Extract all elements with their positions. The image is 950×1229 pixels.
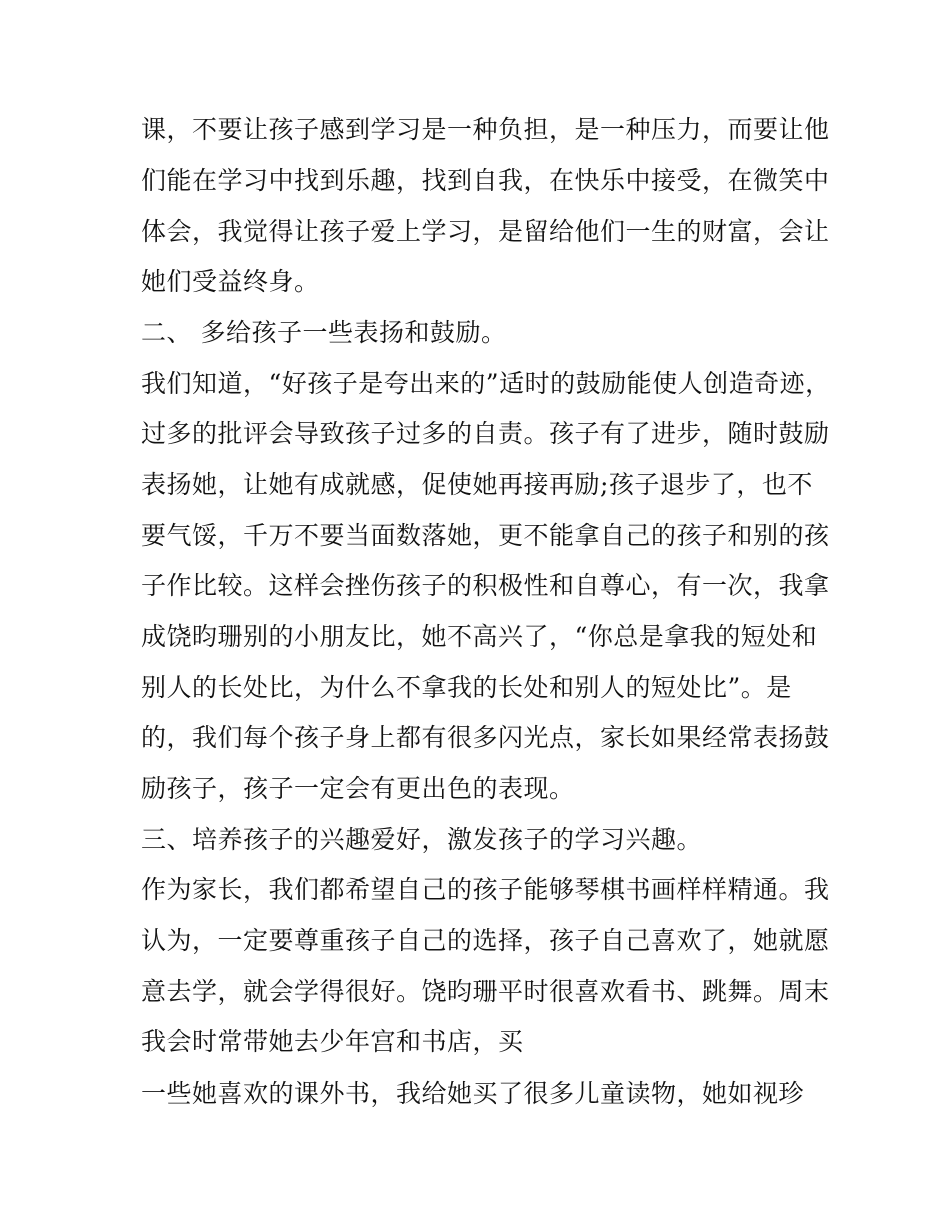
text-line: 的，我们每个孩子身上都有很多闪光点，家长如果经常表扬鼓 [141, 723, 830, 752]
text-line: 要气馁，千万不要当面数落她，更不能拿自己的孩子和别的孩 [141, 521, 830, 550]
text-line: 课，不要让孩子感到学习是一种负担，是一种压力，而要让他 [141, 115, 830, 144]
text-line: 励孩子，孩子一定会有更出色的表现。 [141, 774, 575, 803]
text-line: 作为家长，我们都希望自己的孩子能够琴棋书画样样精通。我 [141, 875, 830, 904]
text-line: 过多的批评会导致孩子过多的自责。孩子有了进步，随时鼓励 [141, 419, 830, 448]
text-line: 我会时常带她去少年宫和书店，买 [141, 1027, 524, 1056]
text-line: 们能在学习中找到乐趣，找到自我，在快乐中接受，在微笑中 [141, 166, 830, 195]
section-heading: 二、 多给孩子一些表扬和鼓励。 [141, 318, 507, 347]
text-line: 体会，我觉得让孩子爱上学习，是留给他们一生的财富，会让 [141, 217, 830, 246]
text-line: 成饶昀珊别的小朋友比，她不高兴了，“你总是拿我的短处和 [141, 622, 818, 651]
text-line: 表扬她，让她有成就感，促使她再接再励;孩子退步了，也不 [141, 470, 813, 499]
text-line: 她们受益终身。 [141, 267, 320, 296]
text-line: 认为，一定要尊重孩子自己的选择，孩子自己喜欢了，她就愿 [141, 926, 830, 955]
text-line: 我们知道，“好孩子是夸出来的”适时的鼓励能使人创造奇迹， [141, 369, 831, 398]
text-line: 一些她喜欢的课外书，我给她买了很多儿童读物，她如视珍 [141, 1079, 805, 1108]
text-line: 别人的长处比，为什么不拿我的长处和别人的短处比”。是 [141, 673, 792, 702]
section-heading: 三、培养孩子的兴趣爱好，激发孩子的学习兴趣。 [141, 825, 703, 854]
text-line: 意去学，就会学得很好。饶昀珊平时很喜欢看书、跳舞。周末 [141, 977, 830, 1006]
text-line: 子作比较。这样会挫伤孩子的积极性和自尊心，有一次，我拿 [141, 571, 830, 600]
